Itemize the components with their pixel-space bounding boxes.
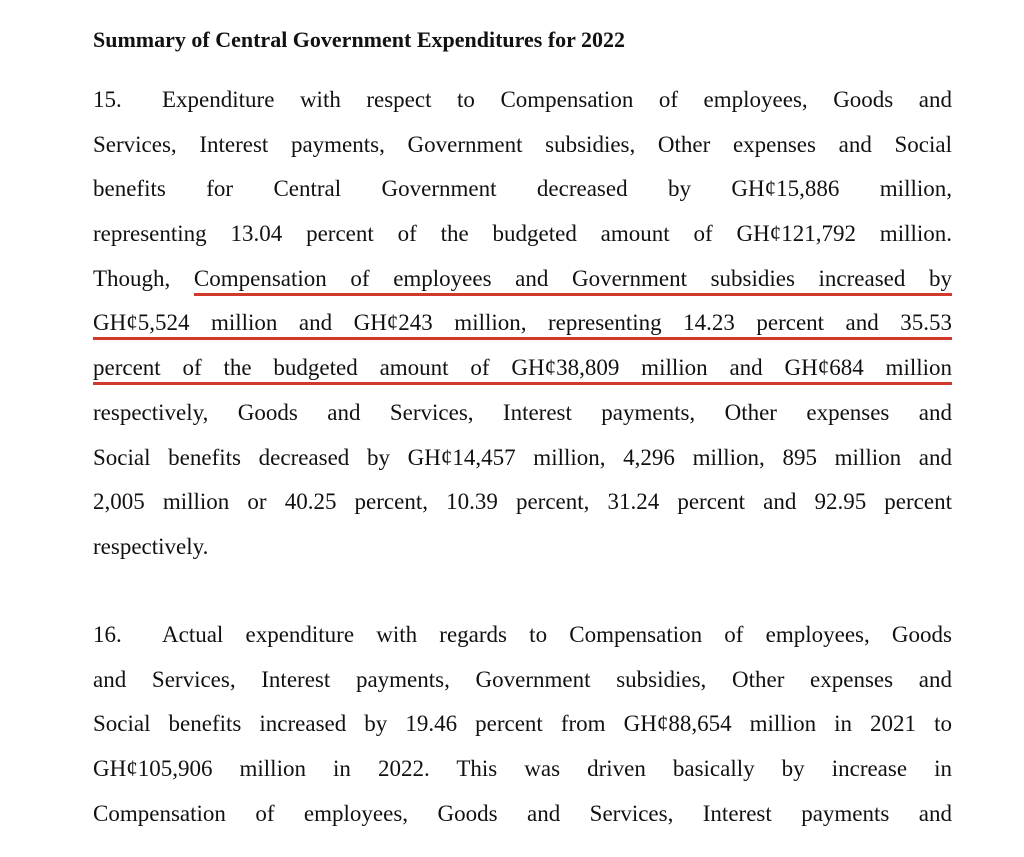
text-line xyxy=(93,436,952,481)
text-segment: respectively, Goods and Services, Interest payments, Other expenses and xyxy=(93,399,952,425)
text-segment: GH¢105,906 million in 2022. This was driven basically by increase in xyxy=(93,756,952,782)
text-line xyxy=(93,792,952,837)
text-line xyxy=(93,301,952,346)
text-segment: Expenditure with respect to Compensation of employees, Goods and xyxy=(162,87,952,112)
paragraph-number: 15. xyxy=(93,87,122,112)
paragraph-number: 16. xyxy=(93,622,122,647)
text-segment: Compensation of employees, Goods and Services, Interest payments and xyxy=(93,800,952,826)
text-segment: Actual expenditure with regards to Compensation of employees, Goods xyxy=(162,622,952,647)
text-segment: representing 13.04 percent of the budgeted amount of GH¢121,792 million. xyxy=(93,221,952,247)
text-segment: Services, Interest payments, Government subsidies, Other expenses and Social xyxy=(93,131,952,157)
text-line xyxy=(93,747,952,792)
underlined-text: Compensation of employees and Government subsidies increased by xyxy=(193,265,952,291)
text-line xyxy=(93,212,952,257)
text-line xyxy=(93,123,952,168)
text-segment: 2,005 million or 40.25 percent, 10.39 percent, 31.24 percent and 92.95 percent xyxy=(93,489,952,515)
text-segment: and Services, Interest payments, Government subsidies, Other expenses and xyxy=(93,666,952,692)
text-segment: Though, xyxy=(93,265,194,291)
text-line xyxy=(93,525,952,570)
text-segment: benefits for Central Government decreased by GH¢15,886 million, xyxy=(93,176,952,202)
text-line xyxy=(93,346,952,391)
paragraph-15 xyxy=(93,78,952,570)
text-line xyxy=(93,702,952,747)
text-line xyxy=(93,391,952,436)
text-line xyxy=(93,257,952,302)
text-line xyxy=(93,480,952,525)
text-segment: Social benefits increased by 19.46 percent from GH¢88,654 million in 2021 to xyxy=(93,711,952,737)
text-line xyxy=(93,613,952,658)
section-title: Summary of Central Government Expenditures for 2022 xyxy=(93,27,626,52)
underlined-text: percent of the budgeted amount of GH¢38,809 million and GH¢684 million xyxy=(93,355,952,381)
text-segment: Social benefits decreased by GH¢14,457 million, 4,296 million, 895 million and xyxy=(93,444,952,470)
text-line xyxy=(93,78,952,123)
underlined-text: GH¢5,524 million and GH¢243 million, representing 14.23 percent and 35.53 xyxy=(93,310,952,336)
text-segment: respectively. xyxy=(93,533,209,559)
paragraph-16 xyxy=(93,613,952,836)
text-line xyxy=(93,658,952,703)
text-line xyxy=(93,167,952,212)
